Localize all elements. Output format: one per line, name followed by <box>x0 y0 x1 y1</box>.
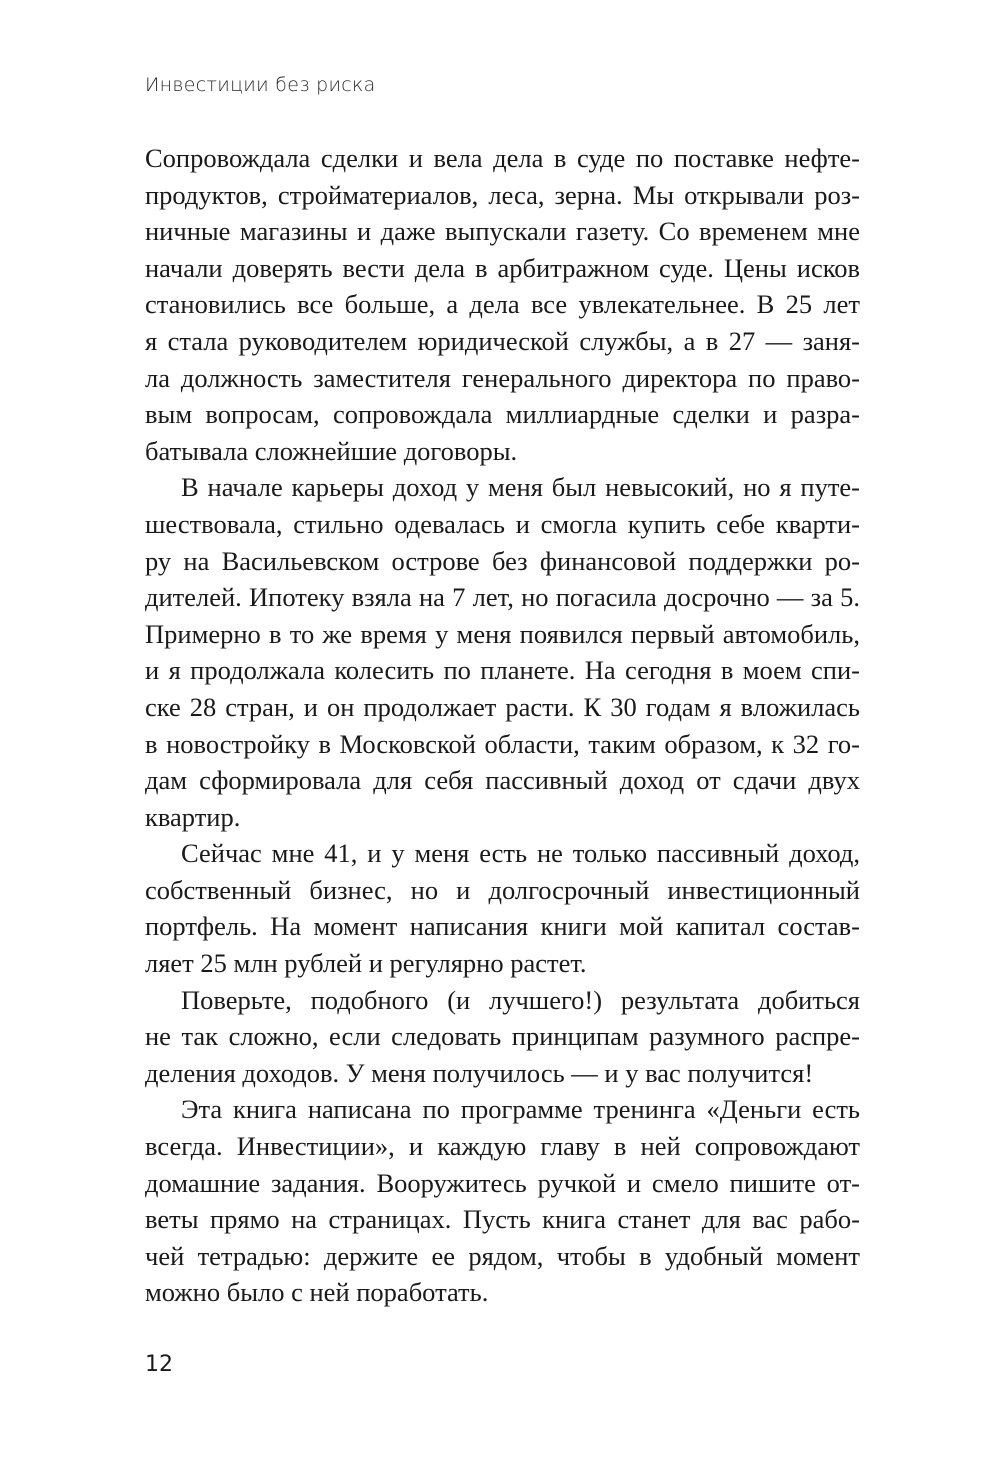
text-line: батывала сложнейшие договоры. <box>145 435 518 466</box>
text-line: ничные магазины и даже выпускали газету. Со временем мне <box>145 216 860 247</box>
text-line: Сейчас мне 41, и у меня есть не только пассивный доход, <box>181 838 860 869</box>
text-line: квартир. <box>145 801 241 832</box>
text-line: дителей. Ипотеку взяла на 7 лет, но погасила досрочно — за 5. <box>145 582 860 613</box>
text-line: ла должность заместителя генерального директора по право- <box>145 362 860 393</box>
text-line: веты прямо на страницах. Пусть книга станет для вас рабо- <box>145 1204 860 1235</box>
text-line: вым вопросам, сопровождала миллиардные сделки и разра- <box>145 399 860 430</box>
text-line: ске 28 стран, и он продолжает расти. К 30 годам я вложилась <box>145 691 860 722</box>
text-line: я стала руководителем юридической службы, а в 27 — заня- <box>145 325 860 356</box>
text-line: можно было с ней поработать. <box>145 1277 489 1308</box>
text-line: собственный бизнес, но и долгосрочный инвестиционный <box>145 874 860 905</box>
text-line: шествовала, стильно одевалась и смогла купить себе кварти- <box>145 508 860 539</box>
text-line: Поверьте, подобного (и лучшего!) результата добиться <box>181 984 860 1015</box>
running-head: Инвестиции без риска <box>145 74 376 96</box>
text-line: домашние задания. Вооружитесь ручкой и смело пишите от- <box>145 1167 860 1198</box>
text-line: ру на Васильевском острове без финансовой поддержки ро- <box>145 545 860 576</box>
text-line: не так сложно, если следовать принципам разумного распре- <box>145 1021 860 1052</box>
text-line: Примерно в то же время у меня появился первый автомобиль, <box>145 618 860 649</box>
text-line: В начале карьеры доход у меня был невысокий, но я путе- <box>181 472 860 503</box>
text-line: становились все больше, а дела все увлекательнее. В 25 лет <box>145 289 860 320</box>
text-line: всегда. Инвестиции», и каждую главу в ней сопровождают <box>145 1131 860 1162</box>
text-line: портфель. На момент написания книги мой капитал состав- <box>145 911 860 942</box>
text-line: в новостройку в Московской области, таким образом, к 32 го- <box>145 728 860 759</box>
text-line: ляет 25 млн рублей и регулярно растет. <box>145 948 587 979</box>
text-line: дам сформировала для себя пассивный доход от сдачи двух <box>145 765 860 796</box>
text-line: деления доходов. У меня получилось — и у вас получится! <box>145 1057 814 1088</box>
text-line: начали доверять вести дела в арбитражном суде. Цены исков <box>145 252 860 283</box>
text-line: и я продолжала колесить по планете. На сегодня в моем спи- <box>145 655 860 686</box>
text-line: Сопровождала сделки и вела дела в суде по поставке нефте- <box>145 143 860 173</box>
text-line: продуктов, стройматериалов, леса, зерна. Мы открывали роз- <box>145 179 860 210</box>
page-number: 12 <box>145 1352 173 1377</box>
text-line: Эта книга написана по программе тренинга «Деньги есть <box>181 1094 860 1125</box>
text-line: чей тетрадью: держите ее рядом, чтобы в удобный момент <box>145 1240 860 1271</box>
body-text <box>145 140 860 1311</box>
